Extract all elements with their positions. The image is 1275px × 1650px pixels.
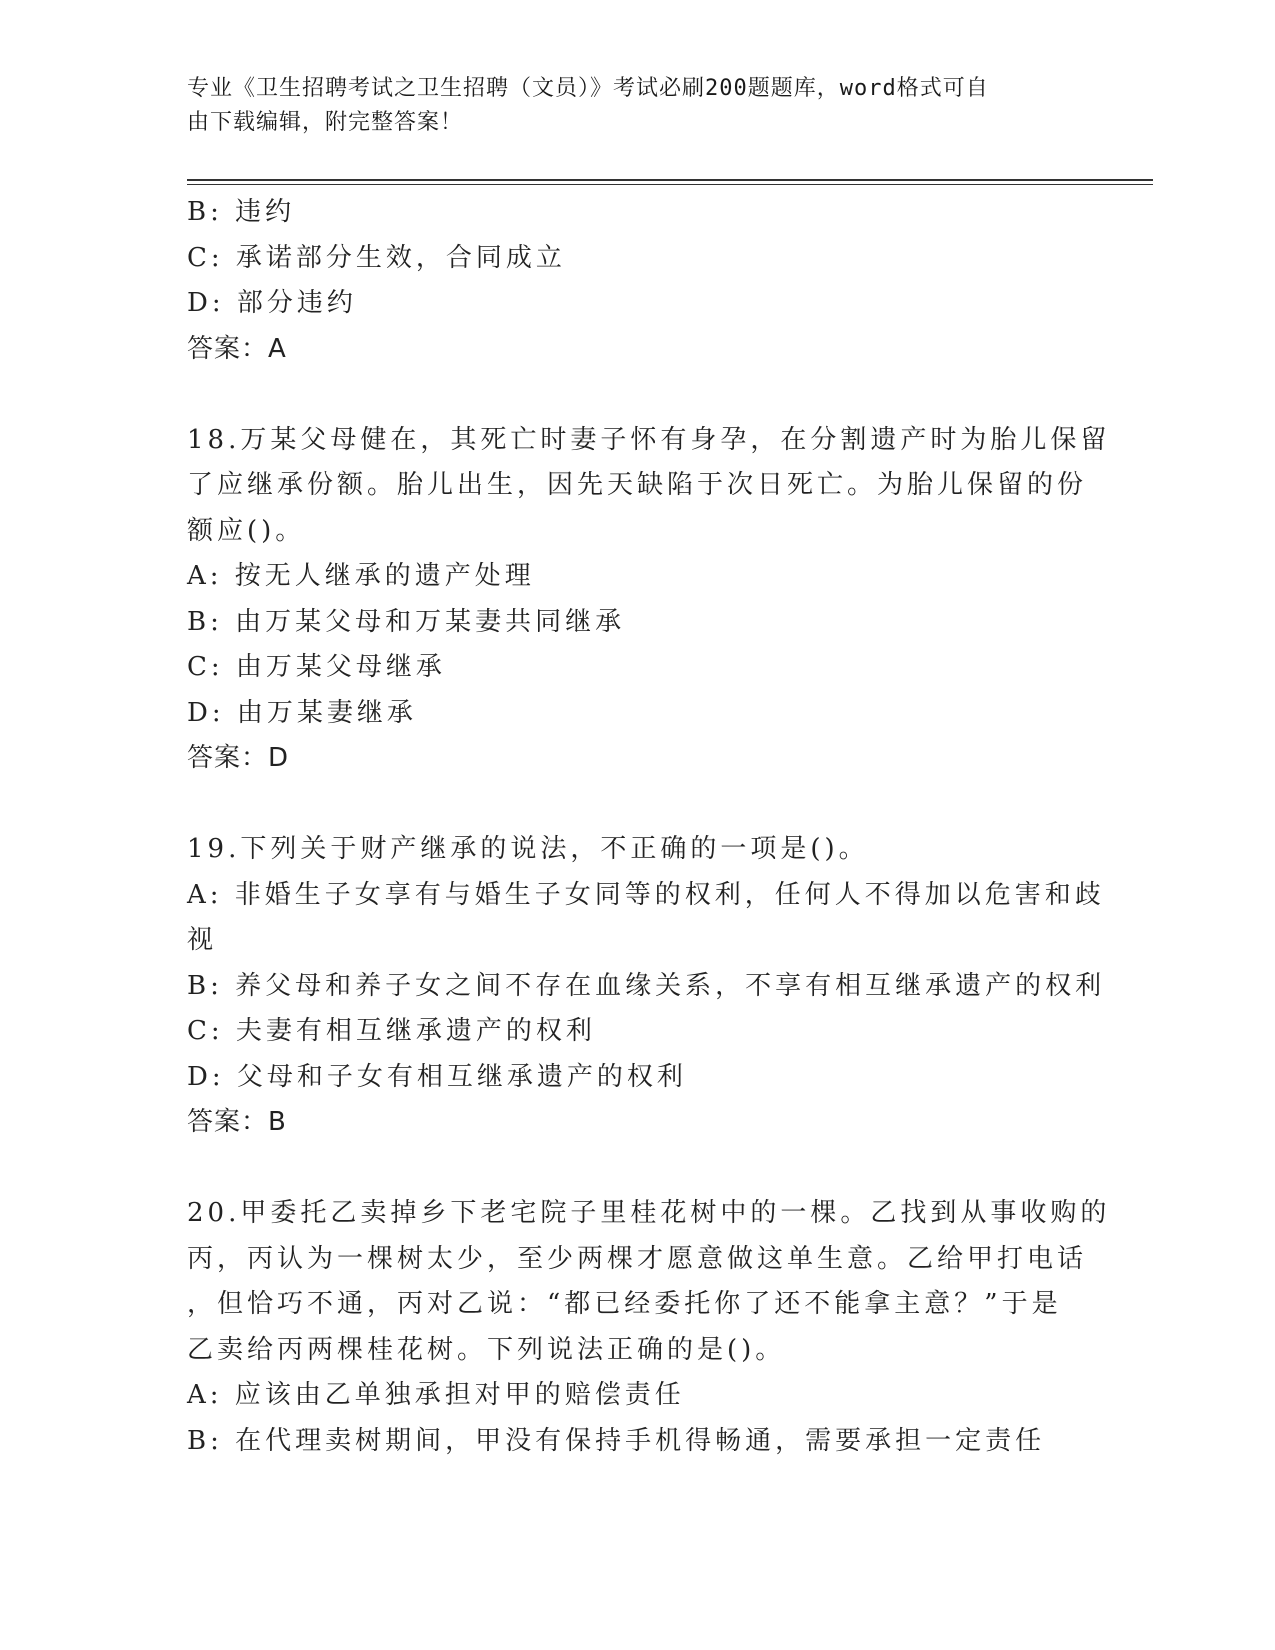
option-b: B: 违约 [187,197,296,227]
question-stem-line: 19.下列关于财产继承的说法，不正确的一项是()。 [187,834,869,864]
answer-line: 答案：B [187,1107,287,1137]
answer-line: 答案：A [187,333,287,364]
header-line-2: 由下载编辑，附完整答案！ [187,110,464,135]
spacer [187,1146,1087,1192]
question-18 [187,418,1111,782]
option-b: B: 养父母和养子女之间不存在血缘关系，不享有相互继承遗产的权利 [187,970,1106,1001]
question-stem-line: 丙，丙认为一棵树太少，至少两棵才愿意做这单生意。乙给甲打电话 [187,1243,1088,1274]
option-a-continued: 视 [187,925,218,955]
question-stem-line: 18.万某父母健在，其死亡时妻子怀有身孕，在分割遗产时为胎儿保留 [187,424,1111,455]
question-stem-line: 20.甲委托乙卖掉乡下老宅院子里桂花树中的一棵。乙找到从事收购的 [187,1198,1111,1228]
question-stem-line: 额应()。 [187,515,306,546]
option-c: C: 夫妻有相互继承遗产的权利 [187,1016,596,1046]
question-stem-line: 乙卖给丙两棵桂花树。下列说法正确的是()。 [187,1334,786,1365]
option-c: C: 承诺部分生效，合同成立 [187,242,566,273]
document-header [187,72,1067,140]
option-d: D: 由万某妻继承 [187,697,417,728]
option-d: D: 部分违约 [187,288,357,318]
header-rule-thin [187,184,1153,185]
prev-question [187,190,1087,372]
option-a: A: 非婚生子女享有与婚生子女同等的权利，任何人不得加以危害和歧 [187,879,1105,910]
question-stem-line: 了应继承份额。胎儿出生，因先天缺陷于次日死亡。为胎儿保留的份 [187,470,1088,500]
option-c: C: 由万某父母继承 [187,652,446,682]
header-rule-thick [187,179,1153,181]
spacer [187,372,1087,418]
option-b: B: 由万某父母和万某妻共同继承 [187,606,626,637]
header-line-1: 专业《卫生招聘考试之卫生招聘（文员）》考试必刷200题题库，word格式可自 [187,76,989,101]
option-a: A: 按无人继承的遗产处理 [187,561,535,591]
question-stem-line: ，但恰巧不通，丙对乙说：“都已经委托你了还不能拿主意？”于是 [187,1289,1062,1319]
question-19 [187,827,1106,1146]
option-d: D: 父母和子女有相互继承遗产的权利 [187,1061,687,1092]
spacer [187,782,1087,828]
document-body [187,190,1111,1464]
question-20 [187,1191,1111,1464]
option-b: B: 在代理卖树期间，甲没有保持手机得畅通，需要承担一定责任 [187,1425,1046,1456]
option-a: A: 应该由乙单独承担对甲的赔偿责任 [187,1380,685,1410]
answer-line: 答案：D [187,743,290,773]
